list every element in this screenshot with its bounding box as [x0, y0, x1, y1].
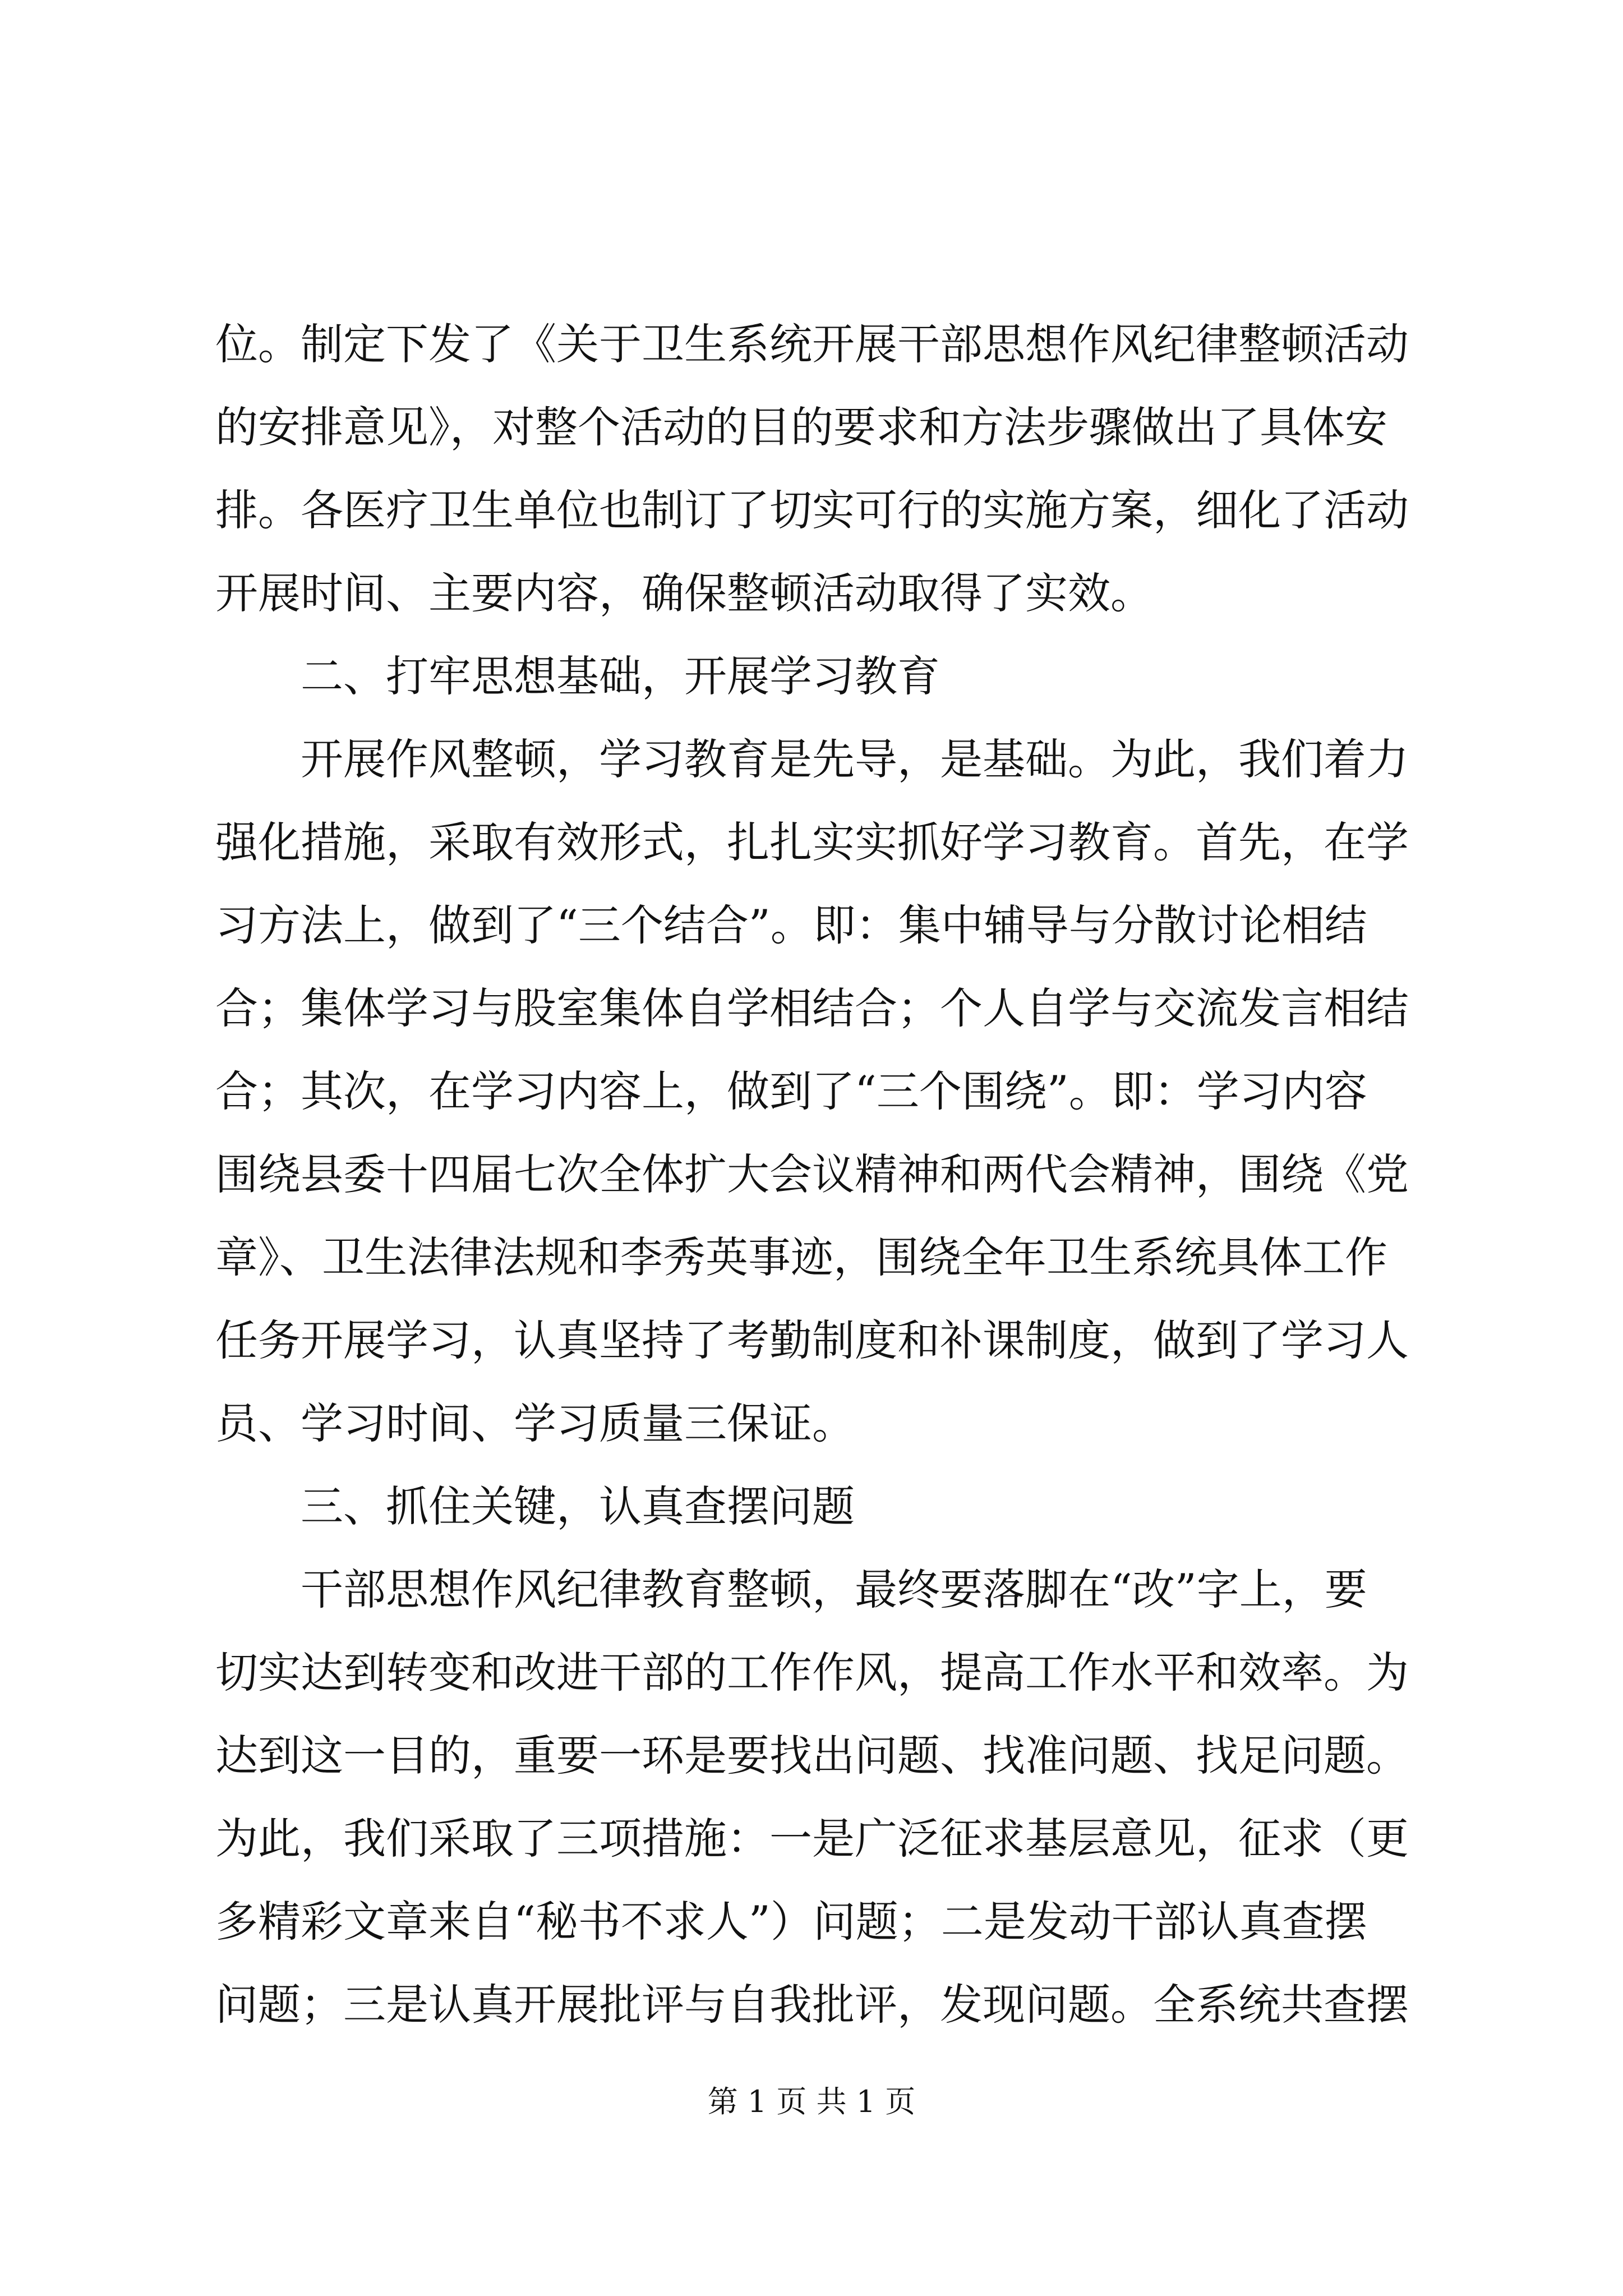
text-line: 章》、卫生法律法规和李秀英事迹，围绕全年卫生系统具体工作	[215, 1232, 1387, 1282]
text-line: 任务开展学习，认真坚持了考勤制度和补课制度，做到了学习人	[215, 1315, 1409, 1365]
text-line: 强化措施，采取有效形式，扎扎实实抓好学习教育。首先，在学	[215, 817, 1409, 867]
text-line: 合；集体学习与股室集体自学相结合；个人自学与交流发言相结	[215, 983, 1409, 1033]
document-body	[215, 303, 1419, 2046]
page-footer	[0, 2082, 1623, 2122]
text-line: 习方法上，做到了“三个结合”。即：集中辅导与分散讨论相结	[215, 900, 1367, 950]
text-line: 合；其次，在学习内容上，做到了“三个围绕”。即：学习内容	[215, 1066, 1367, 1116]
text-line: 排。各医疗卫生单位也制订了切实可行的实施方案，细化了活动	[215, 485, 1409, 535]
section-heading: 三、抓住关键，认真查摆问题	[301, 1481, 855, 1531]
page-number: 第 1 页 共 1 页	[707, 2084, 916, 2119]
text-line: 问题；三是认真开展批评与自我批评，发现问题。全系统共查摆	[215, 1980, 1409, 2030]
text-line: 开展作风整顿，学习教育是先导，是基础。为此，我们着力	[301, 734, 1409, 784]
text-line: 切实达到转变和改进干部的工作作风，提高工作水平和效率。为	[215, 1648, 1409, 1697]
text-line: 多精彩文章来自“秘书不求人”）问题；二是发动干部认真查摆	[215, 1897, 1367, 1947]
section-heading: 二、打牢思想基础，开展学习教育	[301, 651, 940, 701]
text-line: 围绕县委十四届七次全体扩大会议精神和两代会精神，围绕《党	[215, 1149, 1409, 1199]
text-line: 位。制定下发了《关于卫生系统开展干部思想作风纪律整顿活动	[215, 319, 1409, 369]
text-line: 为此，我们采取了三项措施：一是广泛征求基层意见，征求（更	[215, 1814, 1409, 1864]
text-line: 干部思想作风纪律教育整顿，最终要落脚在“改”字上，要	[301, 1565, 1367, 1614]
text-line: 达到这一目的，重要一环是要找出问题、找准问题、找足问题。	[215, 1731, 1409, 1780]
text-line: 员、学习时间、学习质量三保证。	[215, 1398, 855, 1448]
text-line: 的安排意见》，对整个活动的目的要求和方法步骤做出了具体安	[215, 402, 1387, 452]
text-line: 开展时间、主要内容，确保整顿活动取得了实效。	[215, 568, 1153, 618]
